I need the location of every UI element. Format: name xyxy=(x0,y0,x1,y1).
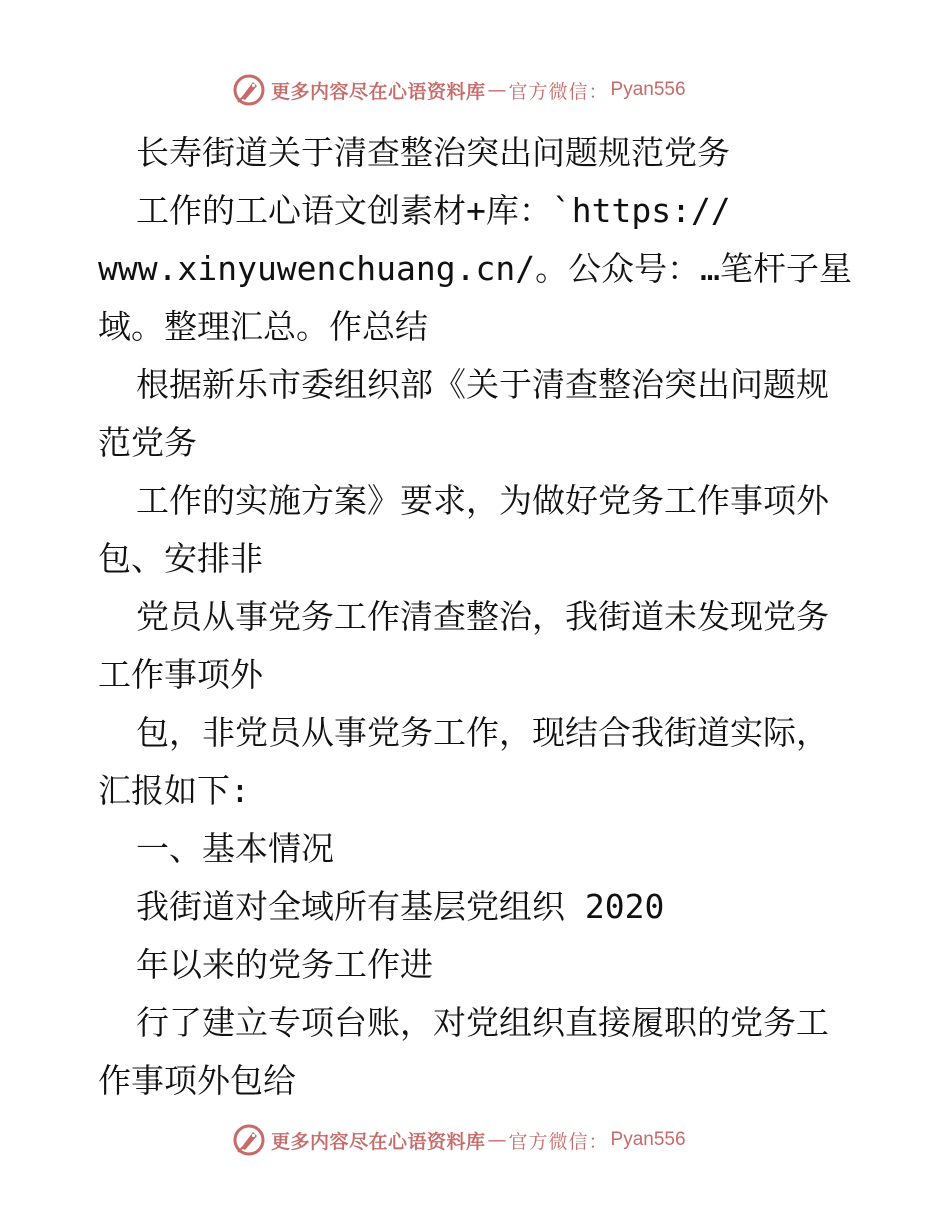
footer-banner xyxy=(232,1122,686,1158)
doc-line: 根据新乐市委组织部《关于清查整治突出问题规 xyxy=(136,365,829,404)
doc-line: 我街道对全域所有基层党组织 2020 xyxy=(136,887,665,926)
doc-line: 包、安排非 xyxy=(98,539,263,578)
banner-text: 更多内容尽在心语资料库 xyxy=(271,1130,486,1153)
banner-contact-label: 官方微信： xyxy=(508,1130,609,1153)
doc-line: 工作事项外 xyxy=(98,655,263,694)
doc-line: 域。整理汇总。作总结 xyxy=(98,307,428,346)
banner-text: 更多内容尽在心语资料库 xyxy=(271,80,486,103)
banner-contact-label: 官方微信： xyxy=(508,80,609,103)
doc-line: 工作的工心语文创素材+库：`https:// xyxy=(136,191,731,230)
banner-dash: — xyxy=(487,1129,507,1151)
pen-nib-logo-icon xyxy=(232,1123,266,1157)
doc-line: 范党务 xyxy=(98,423,197,462)
header-banner xyxy=(232,72,686,108)
banner-handle: Pyan556 xyxy=(610,1129,686,1150)
doc-line: 行了建立专项台账，对党组织直接履职的党务工 xyxy=(136,1003,829,1042)
document-body xyxy=(98,124,858,1110)
doc-line: 党员从事党务工作清查整治，我街道未发现党务 xyxy=(136,597,829,636)
doc-line: 年以来的党务工作进 xyxy=(136,945,433,984)
doc-line: 工作的实施方案》要求，为做好党务工作事项外 xyxy=(136,481,829,520)
doc-section-heading: 一、基本情况 xyxy=(136,829,334,868)
pen-nib-logo-icon xyxy=(232,73,266,107)
doc-line: 汇报如下: xyxy=(98,771,250,810)
doc-line: 包，非党员从事党务工作，现结合我街道实际， xyxy=(136,713,829,752)
banner-dash: — xyxy=(487,79,507,101)
doc-line: 作事项外包给 xyxy=(98,1061,296,1100)
doc-line: 长寿街道关于清查整治突出问题规范党务 xyxy=(136,133,730,172)
banner-handle: Pyan556 xyxy=(610,79,686,100)
doc-line: www.xinyuwenchuang.cn/。公众号：…笔杆子星 xyxy=(98,249,852,288)
